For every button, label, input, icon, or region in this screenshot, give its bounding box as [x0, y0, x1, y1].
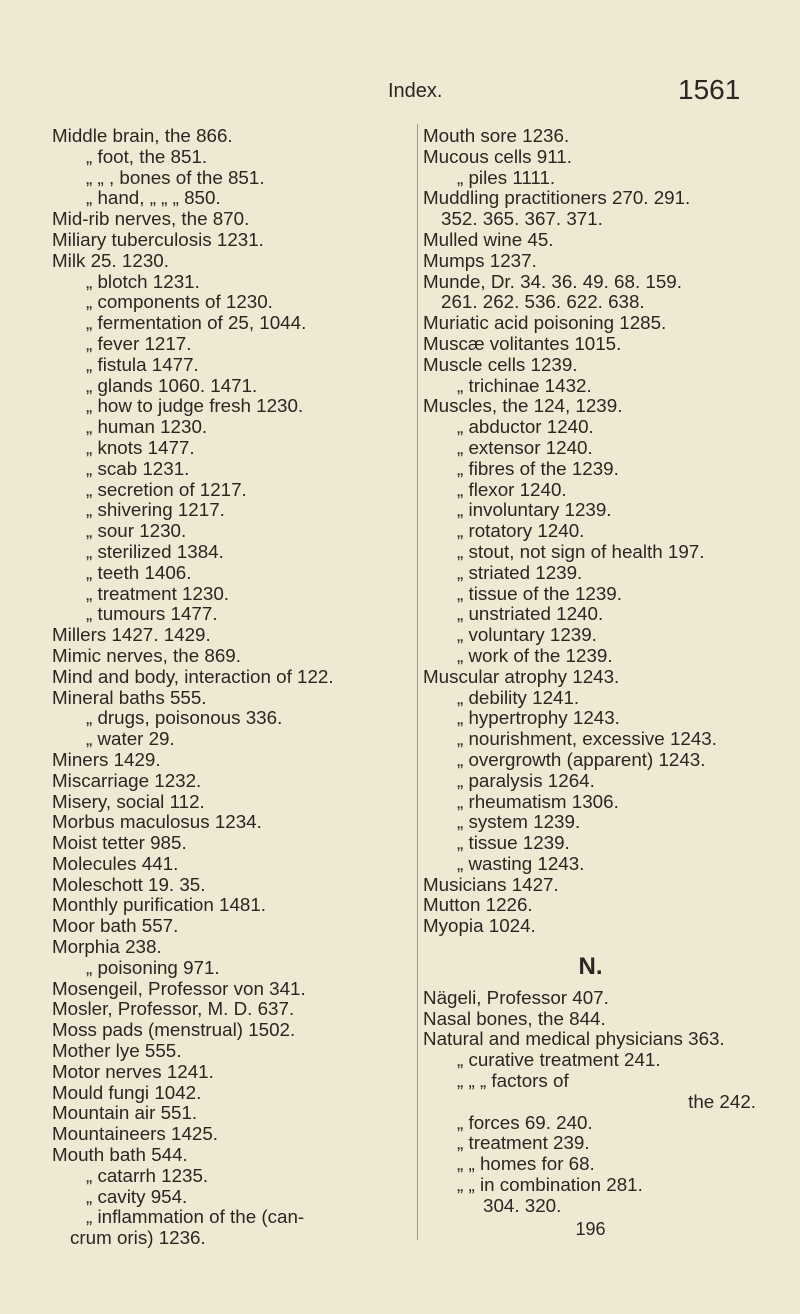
index-entry: Mucous cells 911. [423, 145, 572, 167]
index-entry: Motor nerves 1241. [52, 1060, 214, 1082]
index-entry: Mulled wine 45. [423, 228, 554, 250]
index-subentry: „ stout, not sign of health 197. [457, 540, 705, 562]
index-entry: Moor bath 557. [52, 915, 179, 937]
index-subentry: „ fermentation of 25, 1044. [86, 312, 307, 334]
left-column [52, 126, 412, 1249]
index-entry: Mosengeil, Professor von 341. [52, 977, 306, 999]
index-subentry: „ scab 1231. [86, 457, 190, 479]
index-subentry: „ catarrh 1235. [86, 1164, 209, 1186]
index-subentry: „ involuntary 1239. [457, 499, 612, 521]
index-subentry: „ treatment 239. [457, 1132, 590, 1154]
index-subentry: „ fever 1217. [86, 332, 192, 354]
index-subentry: „ piles 1111. [457, 166, 556, 188]
index-entry: Mimic nerves, the 869. [52, 644, 241, 666]
index-subentry: „ forces 69. 240. [457, 1111, 593, 1133]
signature-mark: 196 [575, 1218, 606, 1239]
index-subentry: „ cavity 954. [86, 1185, 188, 1207]
index-entry: Mid-rib nerves, the 870. [52, 208, 250, 230]
index-subentry: „ paralysis 1264. [457, 769, 595, 791]
index-subentry: „ inflammation of the (can- [86, 1206, 305, 1228]
index-entry: Mother lye 555. [52, 1040, 182, 1062]
right-column [423, 126, 758, 1239]
index-subentry: „ „ in combination 281. [457, 1174, 643, 1196]
index-entry: Miscarriage 1232. [52, 769, 202, 791]
index-entry: Nägeli, Professor 407. [423, 986, 609, 1008]
column-divider [417, 124, 418, 1240]
index-continuation: the 242. [688, 1090, 756, 1112]
index-subentry: „ tissue of the 1239. [457, 582, 622, 604]
index-subentry: „ striated 1239. [457, 561, 583, 583]
index-subentry: „ hypertrophy 1243. [457, 707, 620, 729]
index-subentry: „ blotch 1231. [86, 270, 200, 292]
index-entry: Misery, social 112. [52, 790, 205, 812]
index-entry: Mutton 1226. [423, 894, 533, 916]
index-subentry: „ abductor 1240. [457, 416, 594, 438]
index-subentry: „ unstriated 1240. [457, 603, 604, 625]
index-subentry: „ nourishment, excessive 1243. [457, 728, 717, 750]
index-subentry: „ flexor 1240. [457, 478, 567, 500]
index-entry: Mineral baths 555. [52, 686, 207, 708]
index-subentry: „ hand, „ „ „ 850. [86, 187, 221, 209]
index-entry: Mouth bath 544. [52, 1144, 188, 1166]
index-subentry: „ „ homes for 68. [457, 1153, 595, 1175]
index-subentry: „ curative treatment 241. [457, 1049, 661, 1071]
index-subentry: „ human 1230. [86, 416, 208, 438]
index-subentry: „ voluntary 1239. [457, 624, 597, 646]
index-entry: Miliary tuberculosis 1231. [52, 228, 264, 250]
index-subentry: „ extensor 1240. [457, 436, 593, 458]
index-entry: Mountaineers 1425. [52, 1123, 219, 1145]
index-entry: Mosler, Professor, M. D. 637. [52, 998, 295, 1020]
index-entry: Moist tetter 985. [52, 832, 187, 854]
index-subentry: „ fistula 1477. [86, 353, 199, 375]
index-entry: Mountain air 551. [52, 1102, 198, 1124]
index-entry: Mind and body, interaction of 122. [52, 665, 334, 687]
index-entry: Mouth sore 1236. [423, 125, 570, 146]
index-subentry: „ wasting 1243. [457, 852, 585, 874]
index-continuation: crum oris) 1236. [70, 1227, 206, 1249]
page-number: 1561 [678, 74, 741, 105]
index-entry: Muscles, the 124, 1239. [423, 395, 623, 417]
section-letter: N. [578, 953, 603, 981]
index-entry: Monthly purification 1481. [52, 894, 267, 916]
index-entry: Moss pads (menstrual) 1502. [52, 1019, 296, 1041]
index-entry: Middle brain, the 866. [52, 125, 233, 146]
index-subentry: „ debility 1241. [457, 686, 580, 708]
index-subentry: „ tumours 1477. [86, 603, 218, 625]
index-subentry: „ how to judge fresh 1230. [86, 395, 304, 417]
index-subentry: „ system 1239. [457, 811, 581, 833]
index-subentry: „ knots 1477. [86, 436, 195, 458]
index-entry: Muddling practitioners 270. 291. [423, 187, 691, 209]
index-subentry: „ drugs, poisonous 336. [86, 707, 283, 729]
index-entry: Muscle cells 1239. [423, 353, 578, 375]
index-entry: Morbus maculosus 1234. [52, 811, 262, 833]
index-entry: Moleschott 19. 35. [52, 873, 206, 895]
index-subentry: „ trichinae 1432. [457, 374, 592, 396]
index-subentry: „ overgrowth (apparent) 1243. [457, 748, 706, 770]
index-subentry: „ sterilized 1384. [86, 540, 224, 562]
index-entry: Milk 25. 1230. [52, 249, 169, 271]
index-continuation: 304. 320. [483, 1194, 562, 1216]
index-subentry: „ glands 1060. 1471. [86, 374, 258, 396]
index-subentry: „ water 29. [86, 728, 175, 750]
index-continuation: 261. 262. 536. 622. 638. [441, 291, 645, 313]
index-entry: Natural and medical physicians 363. [423, 1028, 725, 1050]
index-subentry: „ „ , bones of the 851. [86, 166, 265, 188]
index-subentry: „ poisoning 971. [86, 956, 220, 978]
index-subentry: „ fibres of the 1239. [457, 457, 619, 479]
index-entry: Morphia 238. [52, 936, 162, 958]
index-entry: Myopia 1024. [423, 915, 536, 937]
index-subentry: „ teeth 1406. [86, 561, 192, 583]
index-subentry: „ sour 1230. [86, 520, 187, 542]
index-entry: Muscular atrophy 1243. [423, 665, 620, 687]
index-entry: Mould fungi 1042. [52, 1081, 202, 1103]
index-subentry: „ treatment 1230. [86, 582, 230, 604]
index-continuation: 352. 365. 367. 371. [441, 208, 603, 230]
index-subentry: „ shivering 1217. [86, 499, 225, 521]
index-subentry: „ rotatory 1240. [457, 520, 585, 542]
index-entry: Nasal bones, the 844. [423, 1007, 606, 1029]
running-title: Index. [388, 80, 443, 102]
index-entry: Muscæ volitantes 1015. [423, 332, 622, 354]
index-subentry: „ „ „ factors of [457, 1070, 569, 1092]
index-subentry: „ tissue 1239. [457, 832, 570, 854]
index-entry: Molecules 441. [52, 852, 179, 874]
page-header [0, 74, 800, 114]
index-entry: Miners 1429. [52, 748, 161, 770]
index-entry: Musicians 1427. [423, 873, 559, 895]
index-subentry: „ secretion of 1217. [86, 478, 247, 500]
index-subentry: „ components of 1230. [86, 291, 273, 313]
index-entry: Millers 1427. 1429. [52, 624, 211, 646]
index-subentry: „ work of the 1239. [457, 644, 613, 666]
index-subentry: „ foot, the 851. [86, 145, 208, 167]
index-subentry: „ rheumatism 1306. [457, 790, 619, 812]
index-entry: Munde, Dr. 34. 36. 49. 68. 159. [423, 270, 682, 292]
index-entry: Mumps 1237. [423, 249, 537, 271]
index-entry: Muriatic acid poisoning 1285. [423, 312, 667, 334]
